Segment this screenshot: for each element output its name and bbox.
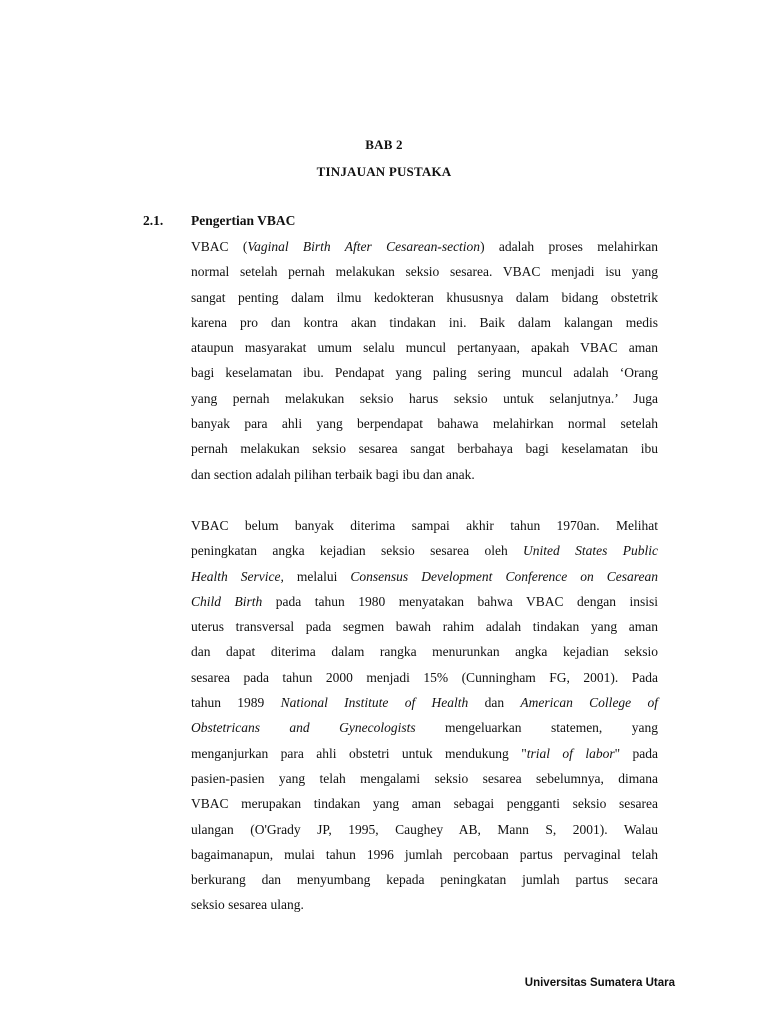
paragraph-line: ulangan (O'Grady JP, 1995, Caughey AB, Mann S, 2001). Walau [191, 821, 658, 837]
paragraph-line: menganjurkan para ahli obstetri untuk mendukung "trial of labor" pada [191, 745, 658, 761]
paragraph-line: ataupun masyarakat umum selalu muncul pertanyaan, apakah VBAC aman [191, 340, 658, 356]
paragraph-line: VBAC belum banyak diterima sampai akhir tahun 1970an. Melihat [191, 518, 658, 533]
paragraph-line: dan section adalah pilihan terbaik bagi ibu dan anak. [191, 466, 475, 482]
paragraph-line: banyak para ahli yang berpendapat bahawa melahirkan normal setelah [191, 416, 658, 432]
chapter-number: BAB 2 [365, 137, 403, 152]
paragraph-line: karena pro dan kontra akan tindakan ini. Baik dalam kalangan medis [191, 314, 658, 330]
paragraph-line: VBAC merupakan tindakan yang aman sebagai pengganti seksio sesarea [191, 796, 658, 812]
paragraph-line: normal setelah pernah melakukan seksio sesarea. VBAC menjadi isu yang [191, 264, 658, 280]
paragraph-line: Health Service, melalui Consensus Development Conference on Cesarean [191, 568, 658, 584]
paragraph-1 [191, 234, 658, 487]
paragraph-line: Child Birth pada tahun 1980 menyatakan bahwa VBAC dengan insisi [191, 593, 658, 609]
paragraph-line: pernah melakukan seksio sesarea sangat berbahaya bagi keselamatan ibu [191, 441, 658, 457]
section-title: Pengertian VBAC [191, 213, 296, 228]
paragraph-line: VBAC (Vaginal Birth After Cesarean-section) adalah proses melahirkan [191, 239, 658, 254]
footer-institution: Universitas Sumatera Utara [524, 977, 675, 989]
paragraph-line: bagi keselamatan ibu. Pendapat yang paling sering muncul adalah ‘Orang [191, 365, 658, 381]
paragraph-2 [191, 513, 658, 918]
paragraph-line: tahun 1989 National Institute of Health dan American College of [191, 695, 658, 711]
paragraph-line: berkurang dan menyumbang kepada peningkatan jumlah partus secara [191, 872, 658, 888]
paragraph-line: bagaimanapun, mulai tahun 1996 jumlah percobaan partus pervaginal telah [191, 846, 658, 862]
paragraph-line: sesarea pada tahun 2000 menjadi 15% (Cunningham FG, 2001). Pada [191, 669, 658, 685]
paragraph-line: dan dapat diterima dalam rangka menurunkan angka kejadian seksio [191, 644, 658, 660]
paragraph-line: seksio sesarea ulang. [191, 897, 304, 913]
paragraph-line: Obstetricans and Gynecologists mengeluarkan statemen, yang [191, 720, 658, 736]
section-number: 2.1. [143, 213, 164, 228]
chapter-title: TINJAUAN PUSTAKA [316, 164, 452, 179]
paragraph-line: uterus transversal pada segmen bawah rahim adalah tindakan yang aman [191, 619, 658, 635]
paragraph-line: yang pernah melakukan seksio harus seksio untuk selanjutnya.’ Juga [191, 390, 658, 406]
paragraph-line: sangat penting dalam ilmu kedokteran khususnya dalam bidang obstetrik [191, 289, 658, 305]
paragraph-line: peningkatan angka kejadian seksio sesarea oleh United States Public [191, 543, 658, 559]
paragraph-line: pasien-pasien yang telah mengalami seksio sesarea sebelumnya, dimana [191, 770, 658, 786]
